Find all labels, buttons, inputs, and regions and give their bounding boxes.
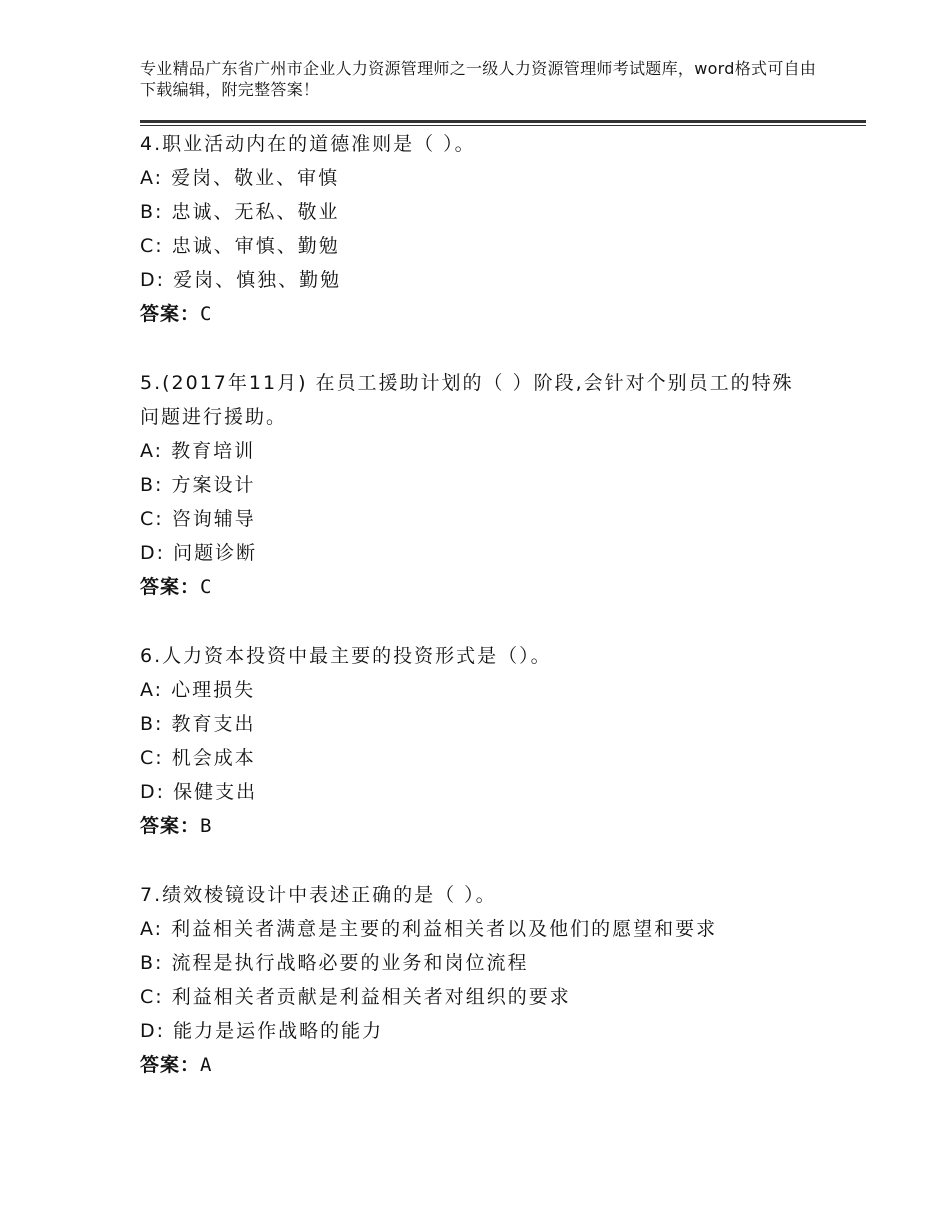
question-6-option-a: A: 心理损失 xyxy=(140,679,256,701)
answer-label: 答案： xyxy=(140,815,201,837)
question-6-stem: 6.人力资本投资中最主要的投资形式是（）。 xyxy=(140,645,552,667)
question-7-answer xyxy=(140,1048,212,1082)
question-4-option-b: B: 忠诚、无私、敬业 xyxy=(140,201,340,223)
answer-value: C xyxy=(200,303,213,325)
question-4-option-a: A: 爱岗、敬业、审慎 xyxy=(140,167,340,189)
question-4-stem: 4.职业活动内在的道德准则是（ ）。 xyxy=(140,133,476,155)
question-6-answer xyxy=(140,809,212,843)
question-5-option-b: B: 方案设计 xyxy=(140,474,256,496)
question-7-option-d: D: 能力是运作战略的能力 xyxy=(140,1020,384,1042)
question-5-option-c: C: 咨询辅导 xyxy=(140,508,256,530)
answer-value: C xyxy=(200,576,213,598)
question-4-option-c: C: 忠诚、审慎、勤勉 xyxy=(140,235,340,257)
answer-label: 答案： xyxy=(140,1054,201,1076)
question-6-option-b: B: 教育支出 xyxy=(140,713,256,735)
question-4-option-d: D: 爱岗、慎独、勤勉 xyxy=(140,269,342,291)
question-6-option-c: C: 机会成本 xyxy=(140,747,256,769)
question-7-option-c: C: 利益相关者贡献是利益相关者对组织的要求 xyxy=(140,986,571,1008)
question-5-stem: 5.(2017年11月) 在员工援助计划的（ ）阶段,会针对个别员工的特殊问题进行援助。 xyxy=(140,372,794,428)
question-5-option-a: A: 教育培训 xyxy=(140,440,256,462)
answer-label: 答案： xyxy=(140,576,201,598)
answer-label: 答案： xyxy=(140,303,201,325)
answer-value: B xyxy=(200,815,213,837)
question-7-option-b: B: 流程是执行战略必要的业务和岗位流程 xyxy=(140,952,529,974)
question-7-stem: 7.绩效棱镜设计中表述正确的是（ ）。 xyxy=(140,884,497,906)
question-7-option-a: A: 利益相关者满意是主要的利益相关者以及他们的愿望和要求 xyxy=(140,918,718,940)
question-5-answer xyxy=(140,570,212,604)
answer-value: A xyxy=(200,1054,213,1076)
question-4-answer xyxy=(140,297,212,331)
header-divider-thick xyxy=(140,120,866,123)
document-header: 专业精品广东省广州市企业人力资源管理师之一级人力资源管理师考试题库，word格式可自由下载编辑，附完整答案！ xyxy=(140,59,817,99)
header-divider-thin xyxy=(140,125,866,126)
question-6-option-d: D: 保健支出 xyxy=(140,781,258,803)
question-5-option-d: D: 问题诊断 xyxy=(140,542,258,564)
